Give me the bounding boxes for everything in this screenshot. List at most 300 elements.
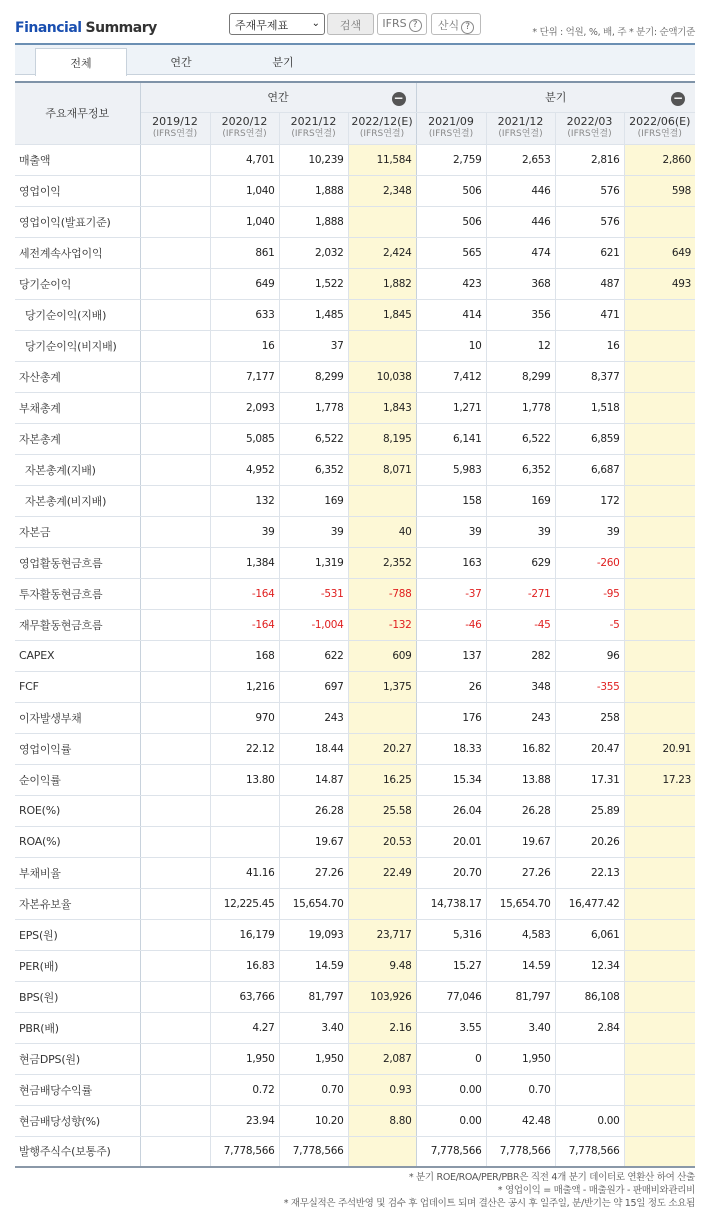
column-basis: (IFRS연결) bbox=[498, 129, 543, 139]
table-cell: 132 bbox=[210, 485, 279, 516]
table-row bbox=[15, 609, 695, 640]
table-cell bbox=[140, 516, 210, 547]
column-period: 2021/12 bbox=[497, 115, 544, 128]
table-cell bbox=[140, 640, 210, 671]
table-row bbox=[15, 671, 695, 702]
column-header bbox=[555, 112, 624, 144]
table-row bbox=[15, 237, 695, 268]
row-label: 당기순이익 bbox=[15, 268, 140, 299]
table-cell: 2.84 bbox=[555, 1012, 624, 1043]
table-cell: 2,759 bbox=[416, 144, 486, 175]
table-cell: 609 bbox=[348, 640, 416, 671]
table-cell: -355 bbox=[555, 671, 624, 702]
table-row bbox=[15, 516, 695, 547]
column-header bbox=[348, 112, 416, 144]
table-cell: 1,950 bbox=[210, 1043, 279, 1074]
table-cell bbox=[140, 1105, 210, 1136]
table-cell: 0 bbox=[416, 1043, 486, 1074]
tab-all[interactable]: 전체 bbox=[35, 48, 127, 76]
units-note: * 단위 : 억원, %, 배, 주 * 분기: 순액기준 bbox=[532, 27, 695, 38]
table-cell bbox=[140, 144, 210, 175]
column-header bbox=[210, 112, 279, 144]
table-cell: 697 bbox=[279, 671, 348, 702]
tab-annual[interactable]: 연간 bbox=[170, 56, 192, 69]
row-label: 영업이익 bbox=[15, 175, 140, 206]
table-cell bbox=[140, 1012, 210, 1043]
table-cell bbox=[624, 330, 695, 361]
table-cell: 7,177 bbox=[210, 361, 279, 392]
title-summary: Summary bbox=[85, 20, 157, 36]
table-cell: 13.80 bbox=[210, 764, 279, 795]
table-cell: 16.25 bbox=[348, 764, 416, 795]
table-cell bbox=[140, 330, 210, 361]
table-row bbox=[15, 764, 695, 795]
table-cell: 2,860 bbox=[624, 144, 695, 175]
table-cell: 20.26 bbox=[555, 826, 624, 857]
table-cell: -1,004 bbox=[279, 609, 348, 640]
group-header-annual bbox=[140, 82, 416, 112]
table-cell bbox=[624, 609, 695, 640]
table-cell: 1,216 bbox=[210, 671, 279, 702]
table-cell bbox=[555, 1043, 624, 1074]
table-cell: 11,584 bbox=[348, 144, 416, 175]
statement-type-select[interactable] bbox=[229, 13, 325, 35]
table-cell bbox=[624, 702, 695, 733]
row-label: FCF bbox=[15, 671, 140, 702]
row-label: 당기순이익(지배) bbox=[15, 299, 140, 330]
table-cell: 2,816 bbox=[555, 144, 624, 175]
table-cell: 103,926 bbox=[348, 981, 416, 1012]
table-cell bbox=[140, 950, 210, 981]
table-cell bbox=[140, 485, 210, 516]
table-cell: -164 bbox=[210, 609, 279, 640]
table-cell: 565 bbox=[416, 237, 486, 268]
column-period: 2019/12 bbox=[152, 115, 198, 128]
table-cell: 4,583 bbox=[486, 919, 555, 950]
table-row bbox=[15, 485, 695, 516]
table-cell bbox=[140, 547, 210, 578]
table-cell: 2,093 bbox=[210, 392, 279, 423]
table-cell: 176 bbox=[416, 702, 486, 733]
table-cell: 6,687 bbox=[555, 454, 624, 485]
table-cell bbox=[624, 423, 695, 454]
footnote-line: * 영업이익 = 매출액 - 매출원가 - 판매비와관리비 bbox=[497, 1185, 695, 1196]
table-cell: 22.12 bbox=[210, 733, 279, 764]
table-cell: 7,778,566 bbox=[210, 1136, 279, 1167]
table-cell bbox=[624, 206, 695, 237]
table-cell: 0.70 bbox=[486, 1074, 555, 1105]
table-cell: 27.26 bbox=[279, 857, 348, 888]
row-label: 자본유보율 bbox=[15, 888, 140, 919]
column-header bbox=[416, 112, 486, 144]
table-cell: 15,654.70 bbox=[486, 888, 555, 919]
table-cell: 649 bbox=[210, 268, 279, 299]
table-cell bbox=[624, 1105, 695, 1136]
table-cell: 1,518 bbox=[555, 392, 624, 423]
question-icon: ? bbox=[461, 21, 474, 34]
table-cell bbox=[348, 206, 416, 237]
table-cell bbox=[624, 299, 695, 330]
table-cell: -46 bbox=[416, 609, 486, 640]
table-cell bbox=[210, 795, 279, 826]
row-label: 현금배당수익률 bbox=[15, 1074, 140, 1105]
table-cell: 12.34 bbox=[555, 950, 624, 981]
table-cell: 282 bbox=[486, 640, 555, 671]
table-cell: 1,040 bbox=[210, 206, 279, 237]
table-cell bbox=[348, 485, 416, 516]
table-cell: 20.01 bbox=[416, 826, 486, 857]
row-label: 이자발생부채 bbox=[15, 702, 140, 733]
table-cell bbox=[624, 454, 695, 485]
table-cell: 20.53 bbox=[348, 826, 416, 857]
ifrs-help-button[interactable] bbox=[377, 13, 427, 35]
table-cell: 14,738.17 bbox=[416, 888, 486, 919]
table-cell bbox=[140, 919, 210, 950]
table-cell: 8,195 bbox=[348, 423, 416, 454]
table-cell: 7,778,566 bbox=[555, 1136, 624, 1167]
table-cell: 446 bbox=[486, 206, 555, 237]
row-label: PBR(배) bbox=[15, 1012, 140, 1043]
table-cell: 13.88 bbox=[486, 764, 555, 795]
row-label: 자본총계(지배) bbox=[15, 454, 140, 485]
table-cell bbox=[140, 237, 210, 268]
table-cell bbox=[140, 733, 210, 764]
row-label: 현금배당성향(%) bbox=[15, 1105, 140, 1136]
footnote-line: * 분기 ROE/ROA/PER/PBR은 직전 4개 분기 데이터로 연환산 하여 산출 bbox=[408, 1172, 695, 1183]
table-cell bbox=[140, 981, 210, 1012]
table-cell: 5,983 bbox=[416, 454, 486, 485]
table-cell: 621 bbox=[555, 237, 624, 268]
table-cell bbox=[555, 1074, 624, 1105]
table-row bbox=[15, 1136, 695, 1167]
table-cell bbox=[624, 671, 695, 702]
row-label: 영업이익률 bbox=[15, 733, 140, 764]
table-cell: 10.20 bbox=[279, 1105, 348, 1136]
table-cell: 16,179 bbox=[210, 919, 279, 950]
table-cell: 158 bbox=[416, 485, 486, 516]
formula-help-button[interactable] bbox=[431, 13, 481, 35]
table-cell bbox=[624, 857, 695, 888]
table-cell: 243 bbox=[486, 702, 555, 733]
table-cell: 27.26 bbox=[486, 857, 555, 888]
table-cell: 348 bbox=[486, 671, 555, 702]
table-cell: 633 bbox=[210, 299, 279, 330]
table-row bbox=[15, 888, 695, 919]
row-label: 순이익률 bbox=[15, 764, 140, 795]
table-cell bbox=[624, 547, 695, 578]
table-cell: 42.48 bbox=[486, 1105, 555, 1136]
table-row bbox=[15, 857, 695, 888]
table-cell bbox=[348, 1136, 416, 1167]
table-row bbox=[15, 1105, 695, 1136]
row-label: 자산총계 bbox=[15, 361, 140, 392]
table-cell: 81,797 bbox=[279, 981, 348, 1012]
table-cell bbox=[140, 392, 210, 423]
table-cell: -132 bbox=[348, 609, 416, 640]
table-cell: 1,888 bbox=[279, 175, 348, 206]
table-cell: 4,952 bbox=[210, 454, 279, 485]
table-cell: 2,087 bbox=[348, 1043, 416, 1074]
financial-summary-table bbox=[15, 81, 695, 1168]
table-cell bbox=[140, 1074, 210, 1105]
table-cell: 2.16 bbox=[348, 1012, 416, 1043]
table-cell: 0.72 bbox=[210, 1074, 279, 1105]
table-cell: 7,778,566 bbox=[416, 1136, 486, 1167]
table-cell: 6,522 bbox=[279, 423, 348, 454]
table-cell: 368 bbox=[486, 268, 555, 299]
table-cell: -788 bbox=[348, 578, 416, 609]
table-row bbox=[15, 795, 695, 826]
table-cell: 7,412 bbox=[416, 361, 486, 392]
table-cell: 487 bbox=[555, 268, 624, 299]
table-row bbox=[15, 950, 695, 981]
table-cell bbox=[140, 671, 210, 702]
table-cell: 26.28 bbox=[486, 795, 555, 826]
table-cell bbox=[140, 888, 210, 919]
column-period: 2021/12 bbox=[290, 115, 337, 128]
table-cell bbox=[140, 609, 210, 640]
table-cell: 1,522 bbox=[279, 268, 348, 299]
table-cell: 446 bbox=[486, 175, 555, 206]
table-row bbox=[15, 330, 695, 361]
table-cell: 8,299 bbox=[486, 361, 555, 392]
table-cell bbox=[624, 361, 695, 392]
table-cell bbox=[348, 888, 416, 919]
table-cell bbox=[210, 826, 279, 857]
table-cell: 356 bbox=[486, 299, 555, 330]
column-basis: (IFRS연결) bbox=[567, 129, 612, 139]
table-cell: -271 bbox=[486, 578, 555, 609]
footnotes bbox=[284, 1171, 695, 1210]
table-cell: 8,299 bbox=[279, 361, 348, 392]
table-cell: 25.58 bbox=[348, 795, 416, 826]
table-cell: 970 bbox=[210, 702, 279, 733]
table-cell bbox=[624, 950, 695, 981]
table-cell: 168 bbox=[210, 640, 279, 671]
table-cell: 1,950 bbox=[279, 1043, 348, 1074]
table-cell: 37 bbox=[279, 330, 348, 361]
table-cell: 2,424 bbox=[348, 237, 416, 268]
period-tabs bbox=[15, 43, 695, 75]
row-label: 세전계속사업이익 bbox=[15, 237, 140, 268]
row-label: 자본총계 bbox=[15, 423, 140, 454]
collapse-quarter-icon[interactable]: − bbox=[673, 91, 684, 105]
row-label: PER(배) bbox=[15, 950, 140, 981]
table-cell: 16,477.42 bbox=[555, 888, 624, 919]
summary-header bbox=[15, 12, 695, 42]
formula-label: 산식 bbox=[437, 19, 460, 32]
table-row bbox=[15, 733, 695, 764]
table-cell: 22.13 bbox=[555, 857, 624, 888]
table-cell: 414 bbox=[416, 299, 486, 330]
table-row bbox=[15, 268, 695, 299]
table-cell: 0.93 bbox=[348, 1074, 416, 1105]
table-cell: 2,352 bbox=[348, 547, 416, 578]
table-cell: 23.94 bbox=[210, 1105, 279, 1136]
table-cell bbox=[140, 454, 210, 485]
table-cell: 1,375 bbox=[348, 671, 416, 702]
table-cell bbox=[140, 1043, 210, 1074]
group-annual-label: 연간 bbox=[267, 91, 289, 105]
table-cell bbox=[140, 764, 210, 795]
table-row bbox=[15, 1074, 695, 1105]
table-row bbox=[15, 392, 695, 423]
table-cell: -531 bbox=[279, 578, 348, 609]
table-cell: 1,040 bbox=[210, 175, 279, 206]
table-cell bbox=[140, 826, 210, 857]
table-cell: 12,225.45 bbox=[210, 888, 279, 919]
table-cell: 622 bbox=[279, 640, 348, 671]
table-cell bbox=[140, 702, 210, 733]
table-cell: 1,778 bbox=[486, 392, 555, 423]
table-cell: 20.47 bbox=[555, 733, 624, 764]
table-cell: 12 bbox=[486, 330, 555, 361]
table-cell: 137 bbox=[416, 640, 486, 671]
table-row bbox=[15, 175, 695, 206]
row-label: BPS(원) bbox=[15, 981, 140, 1012]
table-cell: 19.67 bbox=[279, 826, 348, 857]
table-cell: 15.34 bbox=[416, 764, 486, 795]
table-cell: 2,348 bbox=[348, 175, 416, 206]
table-cell: 26.04 bbox=[416, 795, 486, 826]
table-cell: 243 bbox=[279, 702, 348, 733]
table-row bbox=[15, 1012, 695, 1043]
column-basis: (IFRS연결) bbox=[152, 129, 198, 139]
table-cell: 1,843 bbox=[348, 392, 416, 423]
table-cell: 0.00 bbox=[416, 1105, 486, 1136]
table-cell: 39 bbox=[486, 516, 555, 547]
table-cell: 9.48 bbox=[348, 950, 416, 981]
column-period: 2021/09 bbox=[428, 115, 474, 128]
table-cell bbox=[140, 578, 210, 609]
table-cell bbox=[624, 1012, 695, 1043]
table-cell: 10 bbox=[416, 330, 486, 361]
table-cell bbox=[624, 1043, 695, 1074]
ifrs-label: IFRS bbox=[382, 17, 407, 30]
column-basis: (IFRS연결) bbox=[291, 129, 336, 139]
table-cell: 3.40 bbox=[486, 1012, 555, 1043]
table-cell: 7,778,566 bbox=[486, 1136, 555, 1167]
table-cell: 26.28 bbox=[279, 795, 348, 826]
table-cell: 629 bbox=[486, 547, 555, 578]
table-row bbox=[15, 981, 695, 1012]
collapse-annual-icon[interactable]: − bbox=[393, 91, 404, 105]
table-cell: 1,882 bbox=[348, 268, 416, 299]
column-period: 2020/12 bbox=[221, 115, 268, 128]
table-cell bbox=[348, 330, 416, 361]
table-cell: 41.16 bbox=[210, 857, 279, 888]
table-cell: 506 bbox=[416, 206, 486, 237]
table-cell: 2,032 bbox=[279, 237, 348, 268]
page-title bbox=[15, 20, 157, 36]
table-cell: 0.70 bbox=[279, 1074, 348, 1105]
column-header bbox=[486, 112, 555, 144]
statement-type-value: 주재무제표 bbox=[235, 19, 289, 32]
column-header bbox=[140, 112, 210, 144]
table-cell: 169 bbox=[486, 485, 555, 516]
group-quarter-label: 분기 bbox=[545, 91, 567, 105]
table-cell: 17.31 bbox=[555, 764, 624, 795]
table-cell: 19.67 bbox=[486, 826, 555, 857]
search-button[interactable]: 검색 bbox=[327, 13, 374, 35]
row-label: 재무활동현금흐름 bbox=[15, 609, 140, 640]
column-period: 2022/12(E) bbox=[351, 115, 413, 128]
table-row bbox=[15, 454, 695, 485]
table-cell: 6,141 bbox=[416, 423, 486, 454]
table-cell: 39 bbox=[279, 516, 348, 547]
table-row bbox=[15, 299, 695, 330]
table-cell: 163 bbox=[416, 547, 486, 578]
question-icon: ? bbox=[409, 19, 422, 32]
table-cell bbox=[624, 981, 695, 1012]
table-cell bbox=[624, 919, 695, 950]
table-row bbox=[15, 206, 695, 237]
table-cell: 172 bbox=[555, 485, 624, 516]
table-cell: 39 bbox=[416, 516, 486, 547]
table-cell: 10,038 bbox=[348, 361, 416, 392]
table-cell: 493 bbox=[624, 268, 695, 299]
table-cell: 6,352 bbox=[279, 454, 348, 485]
table-cell: 15.27 bbox=[416, 950, 486, 981]
table-cell: 16 bbox=[210, 330, 279, 361]
table-cell bbox=[624, 578, 695, 609]
table-cell bbox=[624, 795, 695, 826]
table-cell: 86,108 bbox=[555, 981, 624, 1012]
table-cell: 1,271 bbox=[416, 392, 486, 423]
table-cell: 81,797 bbox=[486, 981, 555, 1012]
table-cell: 8,377 bbox=[555, 361, 624, 392]
table-cell: 10,239 bbox=[279, 144, 348, 175]
row-label: 영업이익(발표기준) bbox=[15, 206, 140, 237]
table-cell: 8.80 bbox=[348, 1105, 416, 1136]
table-cell: 19,093 bbox=[279, 919, 348, 950]
table-cell: 16.82 bbox=[486, 733, 555, 764]
table-cell: 471 bbox=[555, 299, 624, 330]
table-cell: 14.87 bbox=[279, 764, 348, 795]
table-cell: 4.27 bbox=[210, 1012, 279, 1043]
table-row bbox=[15, 1043, 695, 1074]
table-cell: 474 bbox=[486, 237, 555, 268]
table-cell: 1,384 bbox=[210, 547, 279, 578]
table-cell: 3.55 bbox=[416, 1012, 486, 1043]
table-cell bbox=[624, 640, 695, 671]
table-cell: 1,485 bbox=[279, 299, 348, 330]
table-cell: 576 bbox=[555, 175, 624, 206]
table-cell: 169 bbox=[279, 485, 348, 516]
table-cell: 1,845 bbox=[348, 299, 416, 330]
table-cell: 18.44 bbox=[279, 733, 348, 764]
table-row bbox=[15, 826, 695, 857]
column-header bbox=[624, 112, 695, 144]
table-cell: 0.00 bbox=[555, 1105, 624, 1136]
table-cell: 5,316 bbox=[416, 919, 486, 950]
tab-quarter[interactable]: 분기 bbox=[272, 56, 294, 69]
table-cell: 22.49 bbox=[348, 857, 416, 888]
table-cell: -37 bbox=[416, 578, 486, 609]
table-cell bbox=[140, 299, 210, 330]
table-cell bbox=[624, 826, 695, 857]
row-label: CAPEX bbox=[15, 640, 140, 671]
table-cell: 423 bbox=[416, 268, 486, 299]
table-cell bbox=[624, 888, 695, 919]
table-cell: 25.89 bbox=[555, 795, 624, 826]
table-cell: 77,046 bbox=[416, 981, 486, 1012]
table-cell: 6,522 bbox=[486, 423, 555, 454]
table-cell: -45 bbox=[486, 609, 555, 640]
table-cell: 23,717 bbox=[348, 919, 416, 950]
table-cell: 7,778,566 bbox=[279, 1136, 348, 1167]
row-label: ROE(%) bbox=[15, 795, 140, 826]
